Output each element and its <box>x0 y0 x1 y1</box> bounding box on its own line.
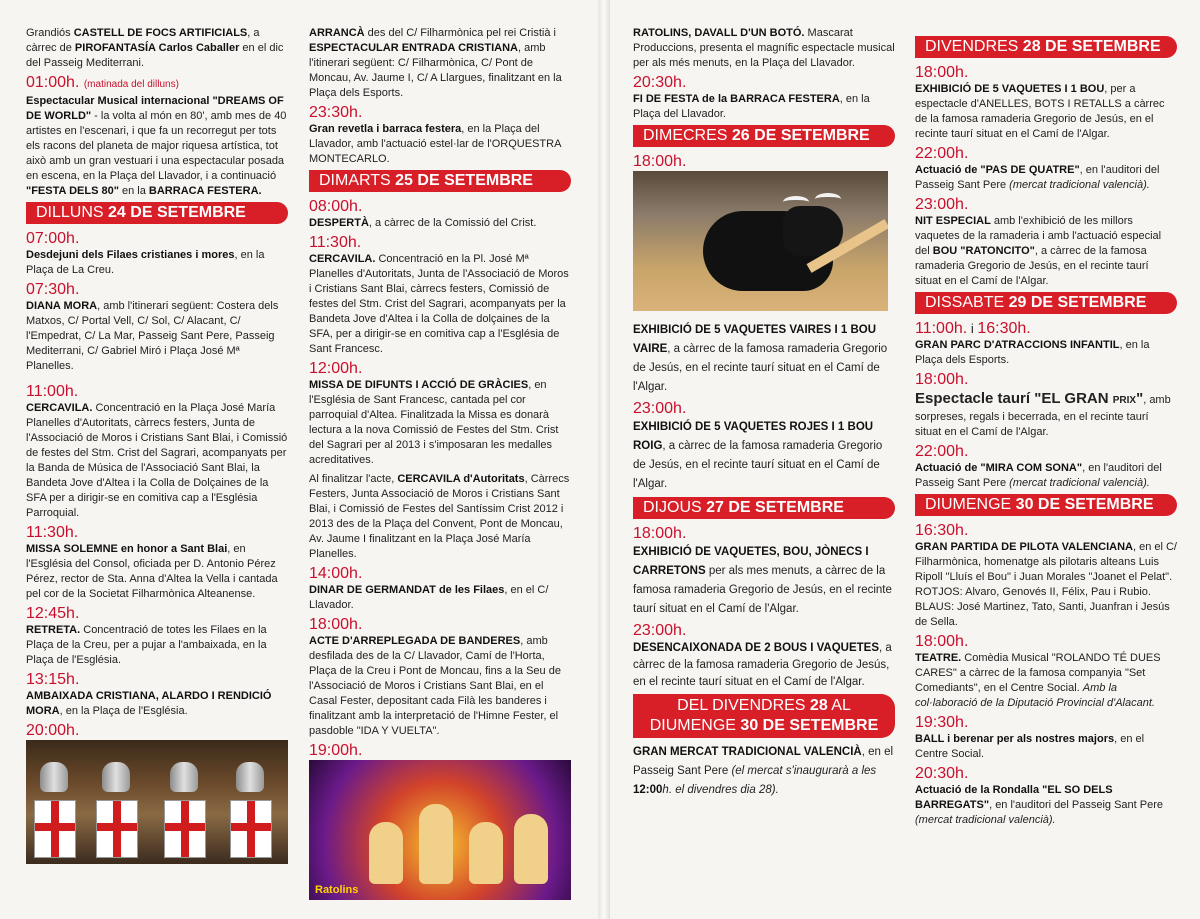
event-text: EXHIBICIÓ DE 5 VAQUETES I 1 BOU, per a espectacle d'ANELLES, BOTS I RETALLS a càrrec de la famosa ramaderia Gregorio de Jesús, en el recinte taurí situat en el Camí de l'Algar. <box>915 83 1165 140</box>
time-label: 19:30h. <box>915 714 969 731</box>
time-label: 23:30h. <box>309 104 363 121</box>
event-text: Al finalitzar l'acte, CERCAVILA d'Autoritats, Càrrecs Festers, Junta Associació de Moros i Cristians Sant Blai, i Comissió de Festes del Santíssim Crist 2012 i 2013 des de la Plaça del Convent, Pont de Moncau, Av. Jaume I finalitzant en la Plaça José María Planelles. <box>309 473 570 560</box>
time-label: 18:00h. <box>633 153 687 170</box>
day-banner: DISSABTE 29 DE SETEMBRE <box>915 292 1177 314</box>
time-label: 07:00h. <box>26 230 80 247</box>
event-text: ARRANCÀ des del C/ Filharmònica pel rei Cristià i ESPECTACULAR ENTRADA CRISTIANA, amb l'itinerari següent: C/ Filharmònica, C/ Pont de Moncau, Av. Jaume I, C/ A Llargues, finalitzant en la Plaça dels Esports. <box>309 27 562 99</box>
event-text: RATOLINS, DAVALL D'UN BOTÓ. Mascarat Produccions, presenta el magnífic espectacle musical per als més menuts, en la Plaça del Llavador. <box>633 27 895 69</box>
event-text: MISSA DE DIFUNTS I ACCIÓ DE GRÀCIES, en l'Església de Sant Francesc, cantada pel cor parroquial d'Altea. Finalitzada la Missa es donarà lectura a la nova Comissió de Festes del Stm. Crist del Sagrari per al 2013 i s'imposaran les medalles acreditatives. <box>309 379 559 466</box>
event-text: Actuació de la Rondalla "EL SO DELS BARREGATS", en l'auditori del Passeig Sant Pere (mercat tradicional valencià). <box>915 784 1164 826</box>
event-text: RETRETA. Concentració de totes les Filaes en la Plaça de la Creu, per a pujar a l'ambaixada, en la Plaça de l'Església. <box>26 624 267 666</box>
time-label: 20:30h. <box>915 765 969 782</box>
time-label: 20:00h. <box>26 722 80 739</box>
event-text: Actuació de "PAS DE QUATRE", en l'auditori del Passeig Sant Pere (mercat tradicional valencià). <box>915 164 1160 191</box>
fireworks-text: Grandiós CASTELL DE FOCS ARTIFICIALS, a càrrec de PIROFANTASÍA Carlos Caballer en el dic del Passeig Mediterrani. <box>26 27 284 69</box>
day-banner: DEL DIVENDRES 28 AL DIUMENGE 30 DE SETEMBRE <box>633 694 895 738</box>
knights-photo <box>26 740 288 864</box>
time-label: 01:00h. (matinada del dilluns) <box>26 74 179 91</box>
ratolins-logo: Ratolins <box>315 884 359 896</box>
event-text: Espectacle taurí "EL GRAN PRIX", amb sorpreses, regals i becerrada, en el recinte taurí situat en el Camí de l'Algar. <box>915 390 1171 438</box>
event-text: DINAR DE GERMANDAT de les Filaes, en el C/ Llavador. <box>309 584 549 611</box>
event-text: CERCAVILA. Concentració en la Pl. José Mª Planelles d'Autoritats, Junta de l'Associació de Moros i Cristians Sant Blai, càrrecs festers, Comissió de festes del Stm. Crist del Sagrari, acompanyats per la Bandeta Jove d'Altea i la Colla de dolçaines de la SFA, per a dirigir-se en comitiva cap a l'Església de Sant Francesc. <box>309 253 569 355</box>
time-label: 11:00h. <box>26 383 79 400</box>
time-label: 23:00h. <box>633 622 687 639</box>
time-label: 14:00h. <box>309 565 363 582</box>
ratolins-photo <box>309 760 571 900</box>
time-label: 11:00h. i 16:30h. <box>915 320 1031 337</box>
time-label: 18:00h. <box>309 616 363 633</box>
time-label: 12:45h. <box>26 605 80 622</box>
time-label: 18:00h. <box>633 525 687 542</box>
time-label: 19:00h. <box>309 742 363 759</box>
day-banner: DIMARTS 25 DE SETEMBRE <box>309 170 571 192</box>
day-banner: DIMECRES 26 DE SETEMBRE <box>633 125 895 147</box>
event-text: DESENCAIXONADA DE 2 BOUS I VAQUETES, a càrrec de la famosa ramaderia Gregorio de Jesús, en el recinte taurí situat en el Camí de l'Algar. <box>633 642 892 688</box>
column-4 <box>915 36 1177 919</box>
time-label: 07:30h. <box>26 281 80 298</box>
time-label: 16:30h. <box>915 522 969 539</box>
time-label: 20:30h. <box>633 74 687 91</box>
column-3 <box>633 26 895 919</box>
time-label: 18:00h. <box>915 64 969 81</box>
event-text: GRAN PARC D'ATRACCIONS INFANTIL, en la Plaça dels Esports. <box>915 339 1150 366</box>
time-label: 11:30h. <box>26 524 79 541</box>
time-label: 22:00h. <box>915 145 969 162</box>
event-text: GRAN MERCAT TRADICIONAL VALENCIÀ, en el Passeig Sant Pere (el mercat s'inaugurarà a les 12:00h. el divendres dia 28). <box>633 746 894 796</box>
event-text: DESPERTÀ, a càrrec de la Comissió del Crist. <box>309 217 537 229</box>
time-label: 18:00h. <box>915 371 969 388</box>
event-text: Espectacular Musical internacional "DREAMS OF DE WORLD" - la volta al món en 80', amb mes de 40 artistes en l'escenari, i que fa un recorregut per tots els racons del planeta de major riquesa artística, tot això amb un gran vestuari i una espectacular posada en escena, en la Plaça del Llavador, i a continuació "FESTA DELS 80" en la BARRACA FESTERA. <box>26 95 287 197</box>
column-2 <box>309 26 571 919</box>
time-label: 23:00h. <box>633 400 687 417</box>
time-label: 11:30h. <box>309 234 362 251</box>
event-text: FI DE FESTA de la BARRACA FESTERA, en la Plaça del Llavador. <box>633 93 870 120</box>
time-label: 12:00h. <box>309 360 363 377</box>
page-fold <box>598 0 610 919</box>
event-text: CERCAVILA. Concentració en la Plaça José María Planelles d'Autoritats, càrrecs festers, Junta de l'Associació de Moros i Cristians Sant Blai, i Comissió de festes del Stm. Crist del Sagrari, acompanyats per la Banda de Música de l'Associació Sant Blai, la Bandeta Jove d'Altea i la Colla de Dolçaines de la SFA per a dirigir-se en comitiva cap a l'Església Parroquial. <box>26 402 288 519</box>
event-text: DIANA MORA, amb l'itinerari següent: Costera dels Matxos, C/ Portal Vell, C/ Sol, C/ Alacant, C/ l'Empedrat, C/ La Mar, Passeig Sant Pere, Passeig Mediterrani, C/ Gabriel Miró i Plaça José Mª Planelles. <box>26 300 279 372</box>
event-text: EXHIBICIÓ DE VAQUETES, BOU, JÒNECS I CARRETONS per als mes menuts, a càrrec de la famosa ramaderia Gregorio de Jesús, en el recinte taurí situat en el Camí de l'Algar. <box>633 546 892 615</box>
event-text: ACTE D'ARREPLEGADA DE BANDERES, amb desfilada des de la C/ Llavador, Camí de l'Horta, Plaça de la Creu i Pont de Moncau, fins a la Seu de l'Associació de Moros i Cristians Sant Blai, en el Casal Fester, depositant cada Filà les banderes i finalitzant amb la interpretació de l'Himne Fester, el pasdoble "IDA Y VUELTA". <box>309 635 561 737</box>
event-text: TEATRE. Comèdia Musical "ROLANDO TÉ DUES CARES" a càrrec de la famosa companyia "Set Comediants", en el Centre Social. Amb la col·laboració de la Diputació Provincial d'Alacant. <box>915 652 1161 709</box>
day-banner: DIUMENGE 30 DE SETEMBRE <box>915 494 1177 516</box>
event-text: Actuació de "MIRA COM SONA", en l'auditori del Passeig Sant Pere (mercat tradicional valencià). <box>915 462 1162 489</box>
event-text: Gran revetla i barraca festera, en la Plaça del Llavador, amb l'actuació estel·lar de l'ORQUESTRA MONTECARLO. <box>309 123 561 165</box>
time-label: 22:00h. <box>915 443 969 460</box>
event-text: NIT ESPECIAL amb l'exhibició de les millors vaquetes de la ramaderia i amb l'actuació especial del BOU "RATONCITO", a càrrec de la famosa ramaderia Gregorio de Jesús, en el recinte taurí situat en el Camí de l'Algar. <box>915 215 1162 287</box>
time-label: 13:15h. <box>26 671 80 688</box>
column-1 <box>26 26 288 919</box>
time-label: 08:00h. <box>309 198 363 215</box>
day-banner: DIJOUS 27 DE SETEMBRE <box>633 497 895 519</box>
time-label: 23:00h. <box>915 196 969 213</box>
time-label: 18:00h. <box>915 633 969 650</box>
event-text: EXHIBICIÓ DE 5 VAQUETES VAIRES I 1 BOU VAIRE, a càrrec de la famosa ramaderia Gregorio de Jesús, en el recinte taurí situat en el Camí de l'Algar. <box>633 324 888 393</box>
event-text: Desdejuni dels Filaes cristianes i mores, en la Plaça de La Creu. <box>26 249 265 276</box>
event-text: GRAN PARTIDA DE PILOTA VALENCIANA, en el C/ Filharmònica, homenatge als pilotaris alteans Luis Ripoll "Lluís el Bou" i Juan Morales "Joanet el Pelat". RОTJOS: Alvaro, Genovés II, Félix, Pau i Rubio. BLAUS: José Martinez, Tato, Santi, Juanfran i Jesús de Sella. <box>915 541 1177 628</box>
day-banner: DIVENDRES 28 DE SETEMBRE <box>915 36 1177 58</box>
event-text: AMBAIXADA CRISTIANA, ALARDO I RENDICIÓ MORA, en la Plaça de l'Església. <box>26 690 272 717</box>
day-banner: DILLUNS 24 DE SETEMBRE <box>26 202 288 224</box>
event-text: MISSA SOLEMNE en honor a Sant Blai, en l'Església del Consol, oficiada per D. Antonio Pérez Pérez, rector de Sta. Anna d'Altea la Vella i cantada pel cor de la Societat Filharmònica Alteanense. <box>26 543 278 600</box>
event-text: BALL i berenar per als nostres majors, en el Centre Social. <box>915 733 1145 760</box>
event-text: EXHIBICIÓ DE 5 VAQUETES ROJES I 1 BOU ROIG, a càrrec de la famosa ramaderia Gregorio de Jesús, en el recinte taurí situat en el Camí de l'Algar. <box>633 421 883 490</box>
bull-photo <box>633 171 888 311</box>
